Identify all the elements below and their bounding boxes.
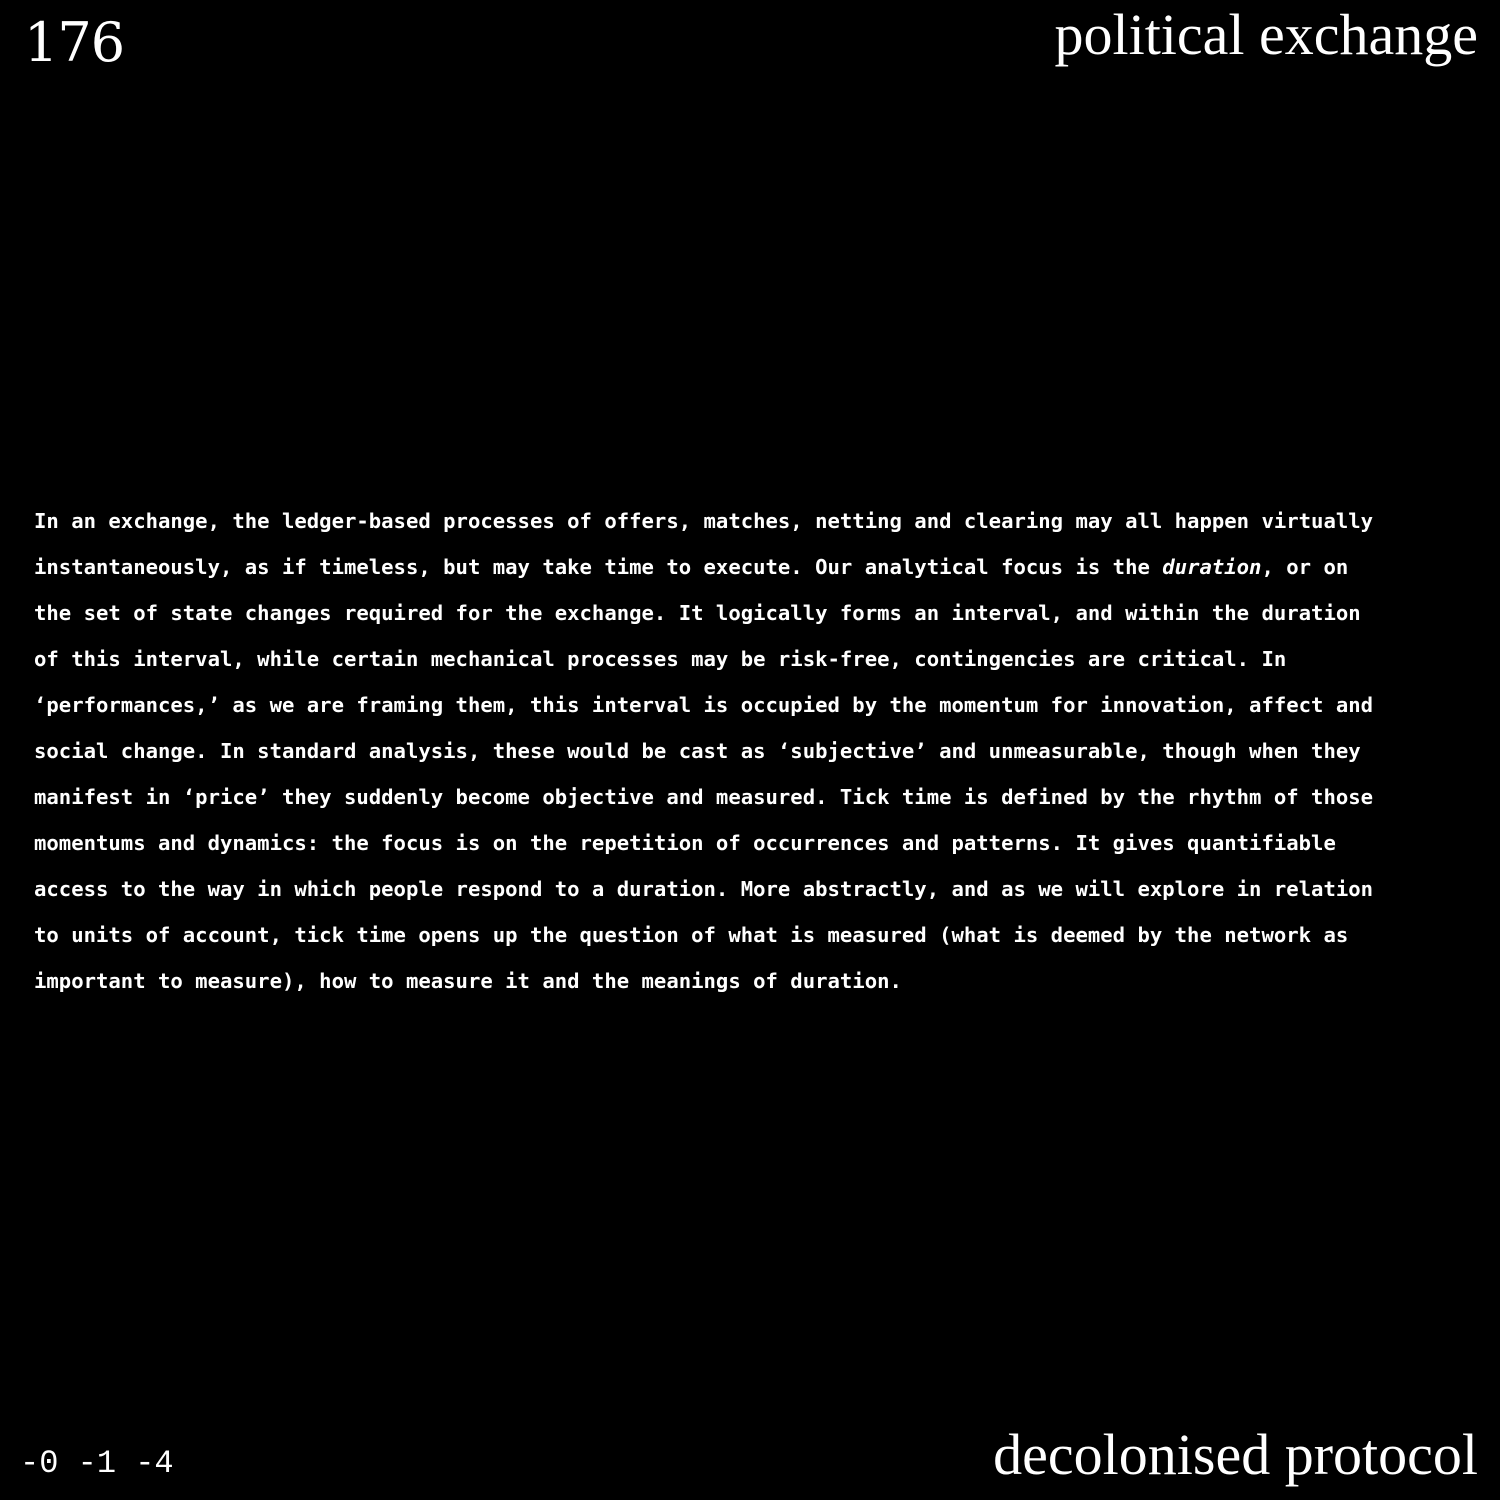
body-line: manifest in ‘price’ they suddenly become objective and measured. Tick time is defined by the rhythm of those xyxy=(34,785,1374,809)
body-line: momentums and dynamics: the focus is on the repetition of occurrences and patterns. It gives quantifiable xyxy=(34,831,1336,855)
body-paragraph xyxy=(34,498,1474,1004)
body-line: to units of account, tick time opens up the question of what is measured (what is deemed by the network as xyxy=(34,923,1349,947)
running-head: political exchange xyxy=(1054,2,1478,67)
body-line: access to the way in which people respond to a duration. More abstractly, and as we will explore in relation xyxy=(34,877,1374,901)
body-line-tail: , or on xyxy=(1261,555,1349,579)
body-line: instantaneously, as if timeless, but may take time to execute. Our analytical focus is the xyxy=(34,555,1163,579)
body-line: important to measure), how to measure it and the meanings of duration. xyxy=(34,969,902,993)
body-line: of this interval, while certain mechanical processes may be risk-free, contingencies are critical. In xyxy=(34,647,1287,671)
body-line: In an exchange, the ledger-based processes of offers, matches, netting and clearing may all happen virtually xyxy=(34,509,1374,533)
body-line: the set of state changes required for the exchange. It logically forms an interval, and within the duration xyxy=(34,601,1361,625)
body-line: social change. In standard analysis, these would be cast as ‘subjective’ and unmeasurable, though when they xyxy=(34,739,1361,763)
body-line: ‘performances,’ as we are framing them, this interval is occupied by the momentum for innovation, affect and xyxy=(34,693,1374,717)
body-italic-term: duration xyxy=(1162,555,1262,579)
page-number: 176 xyxy=(24,11,125,74)
footer-title: decolonised protocol xyxy=(993,1422,1478,1487)
footer-code: -0 -1 -4 xyxy=(20,1445,174,1482)
